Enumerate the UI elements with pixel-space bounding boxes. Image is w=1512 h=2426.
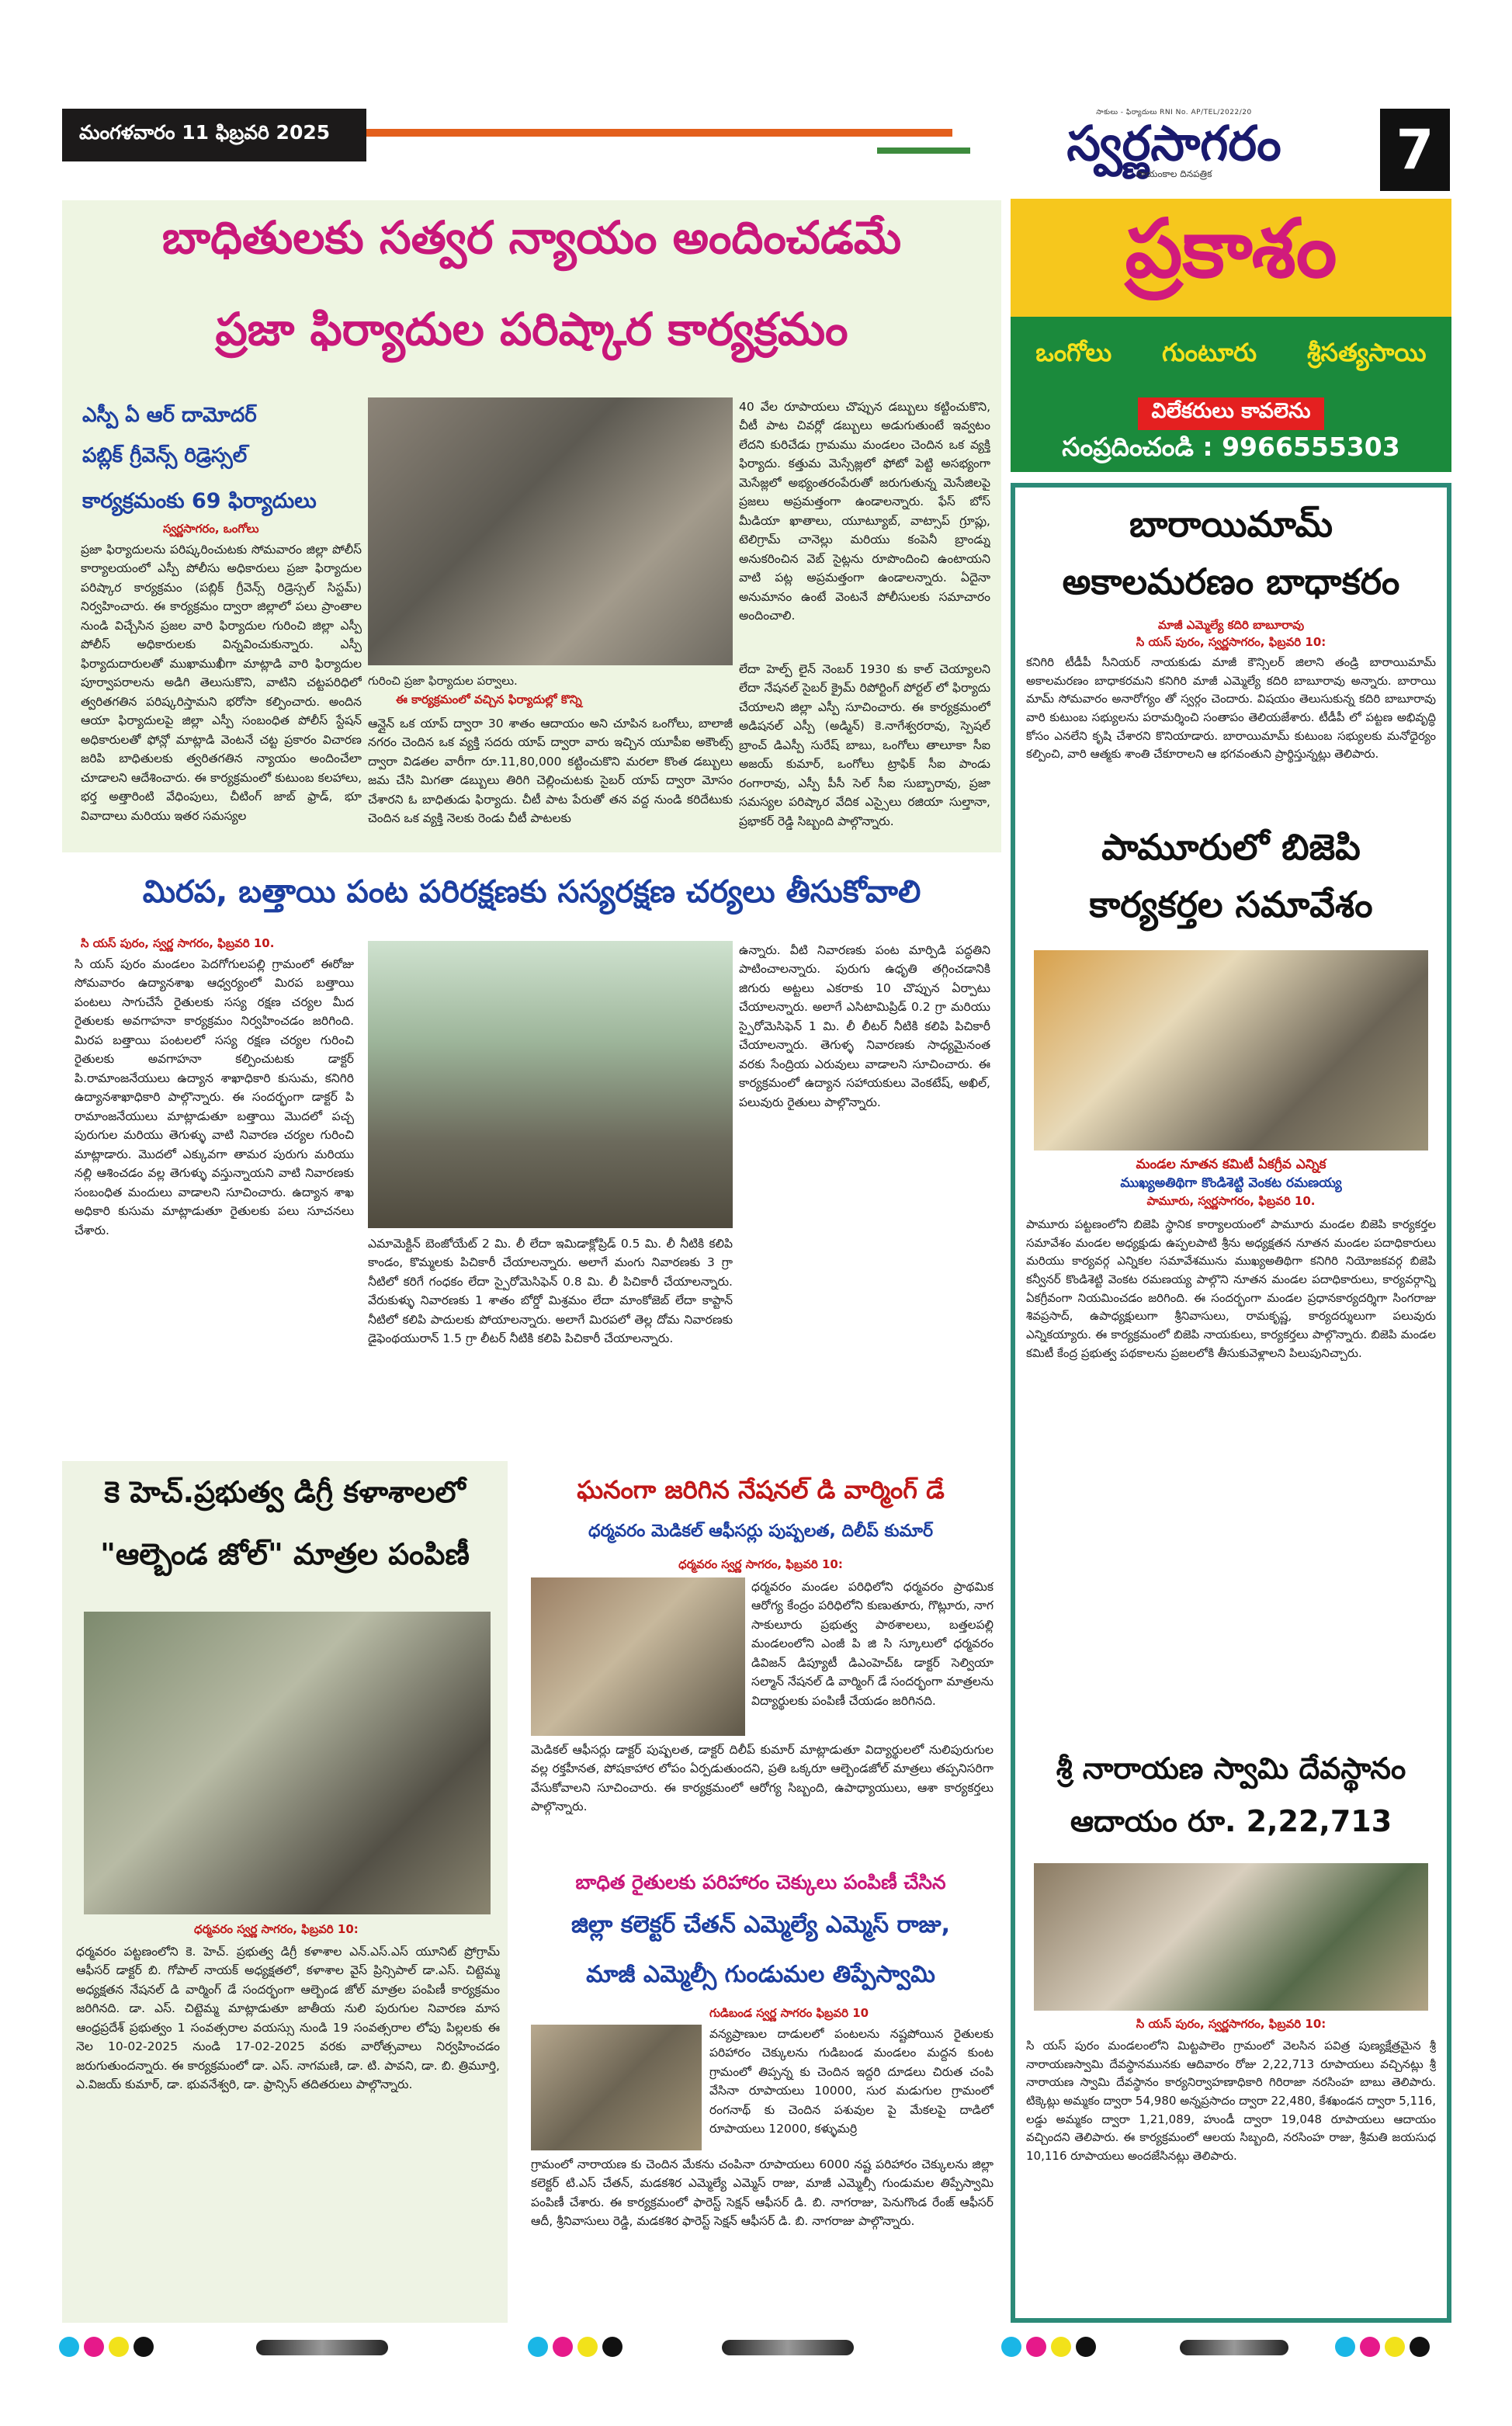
art2-col3: ఉన్నారు. వీటి నివారణకు పంట మార్పిడి పద్ధతిని పాటించాలన్నారు. పురుగు ఉధృతి తగ్గించడానికి జిగురు అట్టలు ఎకరాకు 10 చొప్పున ఏర్పాటు చేయాలన్నారు. అలాగే ఎసిటామిప్రిడ్ 0.2 గ్రా మరియు స్పైరోమెసిఫెన్ 1 మి. లీ లీటర్ నీటికి కలిపి పిచికారీ చేయాలన్నారు. తెగుళ్ళ నివారణకు సాధ్యమైనంత వరకు సేంద్రియ ఎరువులు వాడాలని సూచించారు. ఈ కార్యక్రమంలో ఉద్యాన సహాయకులు వెంకటేష్, అఖిల్, పలువురు రైతులు పాల్గొన్నారు.: [739, 943, 990, 1109]
art4-headline: ఘనంగా జరిగిన నేషనల్ డి వార్మింగ్ డే: [577, 1475, 945, 1505]
art7-dateline: పామూరు, స్వర్ణసాగరం, ఫిబ్రవరి 10.: [1146, 1194, 1316, 1208]
art7-headline-1: పామూరులో బిజెపి: [1101, 826, 1361, 868]
promo-city-1: ఒంగోలు: [1035, 338, 1112, 367]
art5-photo: [531, 2025, 702, 2150]
art1-sub-3: కార్యక్రమంకు 69 ఫిర్యాదులు: [82, 489, 317, 513]
art1-col2: ఆన్లైన్ ఒక యాప్ ద్వారా 30 శాతం ఆదాయం అని చూపిన ఒంగోలు, బాలాజీ నగరం చెందిన ఒక వ్యక్తి సదరు యాప్ ద్వారా వారు ఇచ్చిన యూపీఐ అకౌంట్స్ ద్వారా విడతల వారీగా రూ.11,80,000 కట్టించుకొని మరలా కొంత డబ్బులు జమ చేసి మిగతా డబ్బులు తిరిగి చెల్లించుటకు సైబర్ యాప్ ద్వారా మోసం చేశారని ఓ బాధితుడు ఫిర్యాదు. చీటీ పాట పేరుతో తన వద్ద నుండి కరిదేటుకు చెందిన ఒక వ్యక్తి నెలకు రెండు చీటీ పాటలకు: [368, 717, 733, 826]
promo-region: ప్రకాశం: [1125, 200, 1337, 296]
art1-col4: లేదా హెల్ప్ లైన్ నెంబర్ 1930 కు కాల్ చెయ్యాలని లేదా నేషనల్ సైబర్ క్రైమ్ రిపోర్టింగ్ పోర్టల్ లో ఫిర్యాదు చేయాలని జిల్లా ఎస్పీ సూచించారు. ఈ కార్యక్రమంలో అడిషనల్ ఎస్పీ (అడ్మిన్) కె.నాగేశ్వరరావు, స్పెషల్ బ్రాంచ్ డిఎస్పీ సురేష్ బాబు, ఒంగోలు తాలూకా సీఐ అజయ్ కుమార్, ఒంగోలు ట్రాఫిక్ సీఐ పాండు రంగారావు, ఎస్పీ పీసీ సెల్ సీఐ సుబ్బారావు, ప్రజా సమస్యల పరిష్కార వేదిక ఎస్సైలు రజియా సుల్తానా, ప్రభాకర్ రెడ్డి సిబ్బంది పాల్గొన్నారు.: [739, 662, 990, 828]
art1-photo: [368, 397, 733, 665]
promo-region-block: [1011, 199, 1451, 317]
art8-headline-2: ఆదాయం రూ. 2,22,713: [1070, 1804, 1392, 1838]
art8-headline-1: శ్రీ నారాయణ స్వామి దేవస్థానం: [1056, 1751, 1406, 1786]
reg-bar-1: [256, 2340, 388, 2355]
art8-body: సి యస్ పురం మండలంలోని మిట్టపాలెం గ్రామంలో వెలసిన పవిత్ర పుణ్యక్షేత్రమైన శ్రీ నారాయణస్వామి దేవస్థానమునకు ఆదివారం రోజు 2,22,713 రూపాయలు వచ్చినట్లు శ్రీ నారాయణ స్వామి దేవస్థానం కార్యనిర్వాహణాధికారి గిరిరాజా నరసింహ బాబు తెలిపారు. టిక్కెట్లు అమ్మకం ద్వారా 54,980 అన్నప్రసాదం ద్వారా 22,480, కేశఖండన ద్వారా 5,116, లడ్డు అమ్మకం ద్వారా 1,21,089, హుండీ ద్వారా 19,048 రూపాయలు ఆదాయం వచ్చిందని తెలిపారు. ఈ కార్యక్రమంలో ఆలయ సిబ్బంది, నరసింహ రాజు, శ్రీమతి జయసుధ 10,116 రూపాయలు అందజేసినట్లు తెలిపారు.: [1026, 2039, 1436, 2164]
art4-sub: ధర్మవరం మెడికల్ ఆఫీసర్లు పుష్పలత, దిలీప్ కుమార్: [588, 1522, 933, 1541]
promo-wanted: విలేకరులు కావలెను: [1138, 397, 1325, 430]
art5-headline-2: జిల్లా కలెక్టర్ చేతన్ ఎమ్మెల్యే ఎమ్మెస్ రాజు,: [571, 1911, 950, 1938]
promo-cities-bar: [1011, 317, 1451, 394]
art7-body: పామూరు పట్టణంలోని బిజెపి స్థానిక కార్యాలయంలో పామూరు మండల బిజెపి కార్యకర్తల సమావేశం మండల అధ్యక్షుడు ఉప్పలపాటి శ్రీను అధ్యక్షతన నూతన మండల పదాధికారులు మరియు కార్యవర్గ ఎన్నికల సమావేశమును ముఖ్యఅతిథిగా కనిగిరి నియోజకవర్గ బిజెపి కన్వీనర్ కొండిశెట్టి వెంకట రమణయ్య పాల్గొని నూతన మండల పదాధికారులు, కార్యవర్గాన్ని ఏకగ్రీవంగా నియమించడం జరిగింది. ఈ సందర్భంగా మండల ప్రధానకార్యదర్శిగా సింగరాజు శివప్రసాద్, ఉపాధ్యక్షులుగా శ్రీనివాసులు, రామకృష్ణ, కార్యదర్శులుగా పలువురు ఎన్నికయ్యారు. ఈ కార్యక్రమంలో బిజెపి నాయకులు, కార్యకర్తలు పాల్గొన్నారు. బిజెపి మండల కమిటీ కేంద్ర ప్రభుత్వ పథకాలను ప్రజలలోకి తీసుకువెళ్లాలని పిలుపునిచ్చారు.: [1026, 1217, 1436, 1360]
art4-col1: ధర్మవరం మండల పరిధిలోని ధర్మవరం ప్రాథమిక ఆరోగ్య కేంద్రం పరిధిలోని కుణుతూరు, గొట్లూరు, నాగ సాకులూరు ప్రభుత్వ పాఠశాలలు, బత్తలపల్లి మండలంలోని ఎంజీ పి జి సి స్కూలులో ధర్మవరం డివిజన్ డిప్యూటీ డిఎంహెచ్ఓ డాక్టర్ సెల్వియా సల్మాన్ నేషనల్ డి వార్మింగ్ డే సందర్భంగా మాత్రలను విద్యార్థులకు పంపిణీ చేయడం జరిగినది.: [751, 1580, 994, 1708]
art7-photo: [1034, 950, 1428, 1151]
art5-dateline: గుడిబండ స్వర్ణ సాగరం ఫిబ్రవరి 10: [709, 2006, 869, 2020]
art5-headline-1: బాధిత రైతులకు పరిహారం చెక్కులు పంపిణీ చేసిన: [575, 1871, 946, 1893]
art1-headline-2: ప్రజా ఫిర్యాదుల పరిష్కార కార్యక్రమం: [215, 303, 848, 356]
art8-dateline: సి యస్ పురం, స్వర్ణసాగరం, ఫిబ్రవరి 10:: [1136, 2017, 1326, 2031]
art7-caption-2: ముఖ్యఅతిథిగా కొండిశెట్టి వెంకట రమణయ్య: [1120, 1175, 1342, 1191]
promo-contact: సంప్రదించండి : 9966555303: [1062, 432, 1400, 462]
art2-photo: [368, 941, 733, 1228]
art6-body: కనిగిరి టీడీపీ సీనియర్ నాయకుడు మాజీ కౌన్సిలర్ జిలాని తండ్రి బారాయిమామ్ అకాలమరణం బాధాకరమని కనిగిరి మాజీ ఎమ్మెల్యే కదిరి బాబూరావు అన్నారు. బారాయి మామ్ సోమవారం అనారోగ్యం తో స్వర్గం చెందారు. విషయం తెలుసుకున్న కదిరి బాబూరావు వారి కుటుంబ సభ్యులను పరామర్శించి సంతాపం తెలియజేశారు. టీడీపీ లో పట్టణ అభివృద్ధి కోసం ఎనలేని కృషి చేశారని కొనియాడారు. బారాయిమామ్ కుటుంబ సభ్యులకు మనోధైర్యం కల్పించి, వారి ఆత్మకు శాంతి చేకూరాలని ఆ భగవంతుని ప్రార్థిస్తున్నట్లు తెలిపారు.: [1026, 655, 1436, 762]
page-number-box: [1380, 109, 1450, 191]
reg-bar-3: [1180, 2340, 1288, 2355]
art1-sub-2: పబ్లిక్ గ్రీవెన్స్ రిడ్రెస్సల్: [82, 444, 248, 467]
promo-contact-bar: [1011, 432, 1451, 472]
art3-body: ధర్మవరం పట్టణంలోని కె. హెచ్. ప్రభుత్వ డిగ్రీ కళాశాల ఎన్.ఎస్.ఎస్ యూనిట్ ప్రోగ్రామ్ ఆఫీసర్ డాక్టర్ బి. గోపాల్ నాయక్ అధ్యక్షతలో, కళాశాల వైస్ ప్రిన్సిపాల్ డా.ఎస్. చిట్టెమ్మ అధ్యక్షతన నేషనల్ డి వార్మింగ్ డే సందర్భంగా ఆల్బెండ జోల్ మాత్రల పంపిణీ కార్యక్రమం జరిగినది. డా. ఎస్. చిట్టెమ్మ మాట్లాడుతూ జాతీయ నులి పురుగుల నివారణ మాస ఆంధ్రప్రదేశ్ ప్రభుత్వం 1 సంవత్సరాల వయస్సు నుండి 19 సంవత్సరాల లోపు పిల్లలకు ఈ నెల 10-02-2025 నుండి 17-02-2025 వరకు వారోత్సవాలు నిర్వహించడం జరుగుతుందన్నారు. ఈ కార్యక్రమంలో డా. ఎస్. నాగమణి, డా. టి. పావని, డా. బి. త్రిమూర్తి, ఎ.విజయ్ కుమార్, డా. భువనేశ్వరి, డా. ఫ్రాన్సిస్ తదితరులు పాల్గొన్నారు.: [76, 1945, 500, 2092]
art6-dateline: సి యస్ పురం, స్వర్ణసాగరం, ఫిబ్రవరి 10:: [1136, 635, 1326, 649]
art1-col3: 40 వేల రూపాయలు చొప్పున డబ్బులు కట్టించుకొని, చీటీ పాట చివర్లో డబ్బులు అడుగుతుంటే ఇవ్వటం లేదని కురిచేడు గ్రామము మండలం చెందిన ఒక వ్యక్తి ఫిర్యాదు. కత్తుమ మెస్సేజ్లలో ఫోటో పెట్టి అసభ్యంగా మెసేజ్లలో అభ్యంతరంపేరుతో జరుగుతున్న మెసేజిలపై ప్రజలు అప్రమత్తంగా ఉండాలన్నారు. ఫేస్ బోస్ మీడియా ఖాతాలు, యూట్యూబ్, వాట్సాప్ గ్రూప్లు, టెలిగ్రామ్ చానెల్లు మరియు కంపెనీ బ్రాండ్ను అనుకరించిన వెబ్ సైట్లను రూపొందించి ఉంటాయని వాటి పట్ల అప్రమత్తంగా ఉండాలన్నారు. ఏదైనా అనుమానం ఉంటే వెంటనే పోలీసులకు సమాచారం అందించాలి.: [739, 400, 990, 623]
promo-wanted-bar: [1011, 394, 1451, 432]
art3-dateline: ధర్మవరం స్వర్ణ సాగరం, ఫిబ్రవరి 10:: [194, 1922, 359, 1936]
masthead-title: స్వర్ణసాగరం: [1066, 115, 1281, 172]
reg-dots-mid-2: [1001, 2337, 1101, 2360]
date-bar: [62, 109, 366, 161]
art3-headline-2: "ఆల్బెండ జోల్" మాత్రల పంపిణీ: [100, 1537, 470, 1571]
art5-col1: వన్యప్రాణుల దాడులలో పంటలను నష్టపోయిన రైతులకు పరిహారం చెక్కులను గుడిబండ మండలం మద్దన కుంట గ్రామంలో తిప్పన్న కు చెందిన ఇద్దరి దూడలు చిరుత చంపి వేసినా రూపాయలు 10000, సుర మడుగుల గ్రామంలో రంగనాథ్ కు చెందిన పశువుల పై మేకలపై దాడిలో రూపాయలు 12000, కళ్ళుమర్రి: [709, 2027, 994, 2136]
art5-body: గ్రామంలో నారాయణ కు చెందిన మేకను చంపినా రూపాయలు 6000 నష్ట పరిహారం చెక్కులను జిల్లా కలెక్టర్ టి.ఎస్ చేతన్, మడకశిర ఎమ్మెల్యే ఎమ్మెస్ రాజు, మాజీ ఎమ్మెల్సీ గుండుమల తిప్పేస్వామి పంపిణీ చేశారు. ఈ కార్యక్రమంలో ఫారెస్ట్ సెక్షన్ ఆఫీసర్ డి. బి. నాగరాజు, పెనుగొండ రేంజ్ ఆఫీసర్ ఆదీ, శ్రీనివాసులు రెడ్డి, మడకశిర ఫారెస్ట్ సెక్షన్ ఆఫీసర్ డి. బి. నాగరాజు పాల్గొన్నారు.: [531, 2157, 994, 2229]
reg-dots-mid-1: [528, 2337, 627, 2360]
art7-caption-1: మండల నూతన కమిటీ ఏకగ్రీవ ఎన్నిక: [1136, 1157, 1326, 1172]
art1-dateline: స్వర్ణసాగరం, ఒంగోలు: [163, 522, 259, 536]
art2-col2: ఎమామెక్టిన్ బెంజోయేట్ 2 మి. లీ లేదా ఇమిడాక్లోప్రిడ్ 0.5 మి. లీ నీటికి కలిపి కాండం, కొమ్మలకు పిచికారీ చేయాలన్నారు. అలాగే మంగు నివారణకు 3 గ్రా నీటిలో కరిగే గంధకం లేదా స్పైరోమెసిఫెన్ 0.8 మి. లీ పిచికారీ చేయాలన్నారు. వేరుకుళ్ళు నివారణకు 1 శాతం బోర్డో మిశ్రమం లేదా మాంకోజెబ్ లేదా కాప్టాన్ నీటిలో కలిపి పాదులకు పోయాలన్నారు. అలాగే మిరపలో తెల్ల దోమ నివారణకు డైఫెంథయురాన్ 1.5 గ్రా లీటర్ నీటికి కలిపి పిచికారీ చేయాలన్నారు.: [368, 1237, 733, 1346]
promo-city-3: శ్రీసత్యసాయి: [1306, 338, 1427, 367]
art1-sub-1: ఎస్పీ ఏ ఆర్ దామోదర్: [82, 404, 257, 427]
reg-dots-right: [1335, 2337, 1434, 2360]
reg-bar-2: [722, 2340, 854, 2355]
art1-headline-1: బాధితులకు సత్వర న్యాయం అందించడమే: [161, 211, 902, 264]
footer-registration-marks: [0, 2337, 1512, 2383]
promo-city-2: గుంటూరు: [1162, 338, 1257, 367]
issue-date: మంగళవారం 11 ఫిబ్రవరి 2025: [79, 121, 331, 144]
art6-headline-1: బారాయిమామ్: [1129, 503, 1333, 545]
art6-headline-2: అకాలమరణం బాధాకరం: [1062, 561, 1400, 602]
art6-sub: మాజీ ఎమ్మెల్యే కదిరి బాబూరావు: [1157, 618, 1305, 632]
reg-dots-left: [59, 2337, 158, 2360]
art2-col1: సి యస్ పురం మండలం పెదగోగులపల్లి గ్రామంలో ఈరోజు సోమవారం ఉద్యానశాఖ ఆధ్వర్యంలో మిరప బత్తాయి పంటలు సాగుచేసే రైతులకు సస్య రక్షణ చర్యల మీద రైతులకు అవగాహనా కార్యక్రమం నిర్వహించడం జరిగింది. మిరప బత్తాయి పంటలలో సస్య రక్షణ చర్యల గురించి రైతులకు అవగాహనా కల్పించుటకు డాక్టర్ పి.రామాంజనేయులు ఉద్యాన శాఖాధికారి కుసుమ, కనిగిరి ఉద్యానశాఖాధికారి పాల్గొన్నారు. ఈ సందర్భంగా డాక్టర్ పి రామాంజనేయులు మాట్లాడుతూ బత్తాయి మొదలో పచ్చ పురుగుల మరియు తెగుళ్ళు వాటి నివారణ చర్యల గురించి మాట్లాడారు. మొదలో ఎక్కువగా తామర పురుగు మరియు నల్లి ఆశించడం వల్ల తెగుళ్ళు వస్తున్నాయని వాటి నివారణకు సంబంధిత మందులు వాడాలని సూచించారు. ఉద్యాన శాఖ అధికారి కుసుమ మాట్లాడుతూ రైతులకు పలు సూచనలు చేశారు.: [75, 957, 354, 1237]
art4-photo: [531, 1577, 745, 1736]
art3-photo: [84, 1612, 491, 1914]
header-rule-left: [366, 129, 952, 137]
art1-col1: ప్రజా ఫిర్యాదులను పరిష్కరించుటకు సోమవారం జిల్లా పోలీస్ కార్యాలయంలో ఎస్పీ పోలీసు అధికారులు ప్రజా ఫిర్యాదుల పరిష్కార కార్యక్రమం (పబ్లిక్ గ్రీవెన్స్ రిడ్రెస్సల్ సిస్టమ్) నిర్వహించారు. ఈ కార్యక్రమం ద్వారా జిల్లాలో పలు ప్రాంతాల నుండి విచ్చేసిన ప్రజల వారి ఫిర్యాదుల గురించి జిల్లా ఎస్పీ పోలీస్ అధికారులకు విన్నవించుకున్నారు. ఎస్పీ ఫిర్యాదుదారులతో ముఖాముఖీగా మాట్లాడి వారి ఫిర్యాదుల పూర్వాపరాలను అడిగి తెలుసుకొని, వాటిని చట్టపరిధిలో త్వరితగతిన పరిష్కరిస్తామని భరోసా కల్పించారు. అందిన ఆయా ఫిర్యాదులపై జిల్లా ఎస్పీ సంబంధిత పోలీస్ స్టేషన్ అధికారులతో ఫోన్లో మాట్లాడి వెంటనే చట్ట ప్రకారం విచారణ జరిపి బాధితులకు త్వరితగతిన న్యాయం అందించేలా చూడాలని ఆదేశించారు. ఈ కార్యక్రమంలో కుటుంబ కలహాలు, భర్త అత్తారింటి వేధింపులు, చీటింగ్ జాబ్ ఫ్రాడ్, భూ వివాదాలు మరియు ఇతర సమస్యల: [81, 543, 362, 823]
masthead-tagline: సాయంకాల దినపత్రిక: [1136, 168, 1212, 180]
page-number: 7: [1396, 118, 1434, 182]
art7-headline-2: కార్యకర్తల సమావేశం: [1089, 883, 1373, 925]
art8-photo: [1034, 1863, 1428, 2011]
art1-photo-caption-red: ఈ కార్యక్రమంలో వచ్చిన ఫిర్యాదుల్లో కొన్ని: [396, 692, 582, 706]
art1-photo-caption: గురించి ప్రజా ఫిర్యాదుల పర్వాలు.: [368, 674, 518, 688]
art2-headline: మిరప, బత్తాయి పంట పరిరక్షణకు సస్యరక్షణ చర్యలు తీసుకోవాలి: [142, 874, 921, 910]
art4-dateline: ధర్మవరం స్వర్ణ సాగరం, ఫిబ్రవరి 10:: [678, 1557, 843, 1571]
masthead-top-line: సాకులు - ఫిర్యాదులు RNI No. AP/TEL/2022/20: [1096, 109, 1252, 116]
art4-body: మెడికల్ ఆఫీసర్లు డాక్టర్ పుష్పలత, డాక్టర్ దిలీప్ కుమార్ మాట్లాడుతూ విద్యార్థులలో నులిపురుగుల వల్ల రక్తహీనత, పోషకాహార లోపం ఏర్పడుతుందని, ప్రతి ఒక్కరూ ఆల్బెండజోల్ మాత్రలు తప్పనిసరిగా వేసుకోవాలని సూచించారు. ఈ కార్యక్రమంలో ఆరోగ్య సిబ్బంది, ఉపాధ్యాయులు, ఆశా కార్యకర్తలు పాల్గొన్నారు.: [531, 1743, 994, 1814]
art5-headline-3: మాజీ ఎమ్మెల్సీ గుండుమల తిప్పేస్వామి: [586, 1961, 935, 1988]
art2-dateline: సి యస్ పురం, స్వర్ణ సాగరం, ఫిబ్రవరి 10.: [81, 936, 275, 950]
masthead: [974, 109, 1374, 193]
header-rule-right: [877, 148, 970, 154]
art3-headline-1: కె హెచ్.ప్రభుత్వ డిగ్రీ కళాశాలలో: [104, 1475, 466, 1509]
